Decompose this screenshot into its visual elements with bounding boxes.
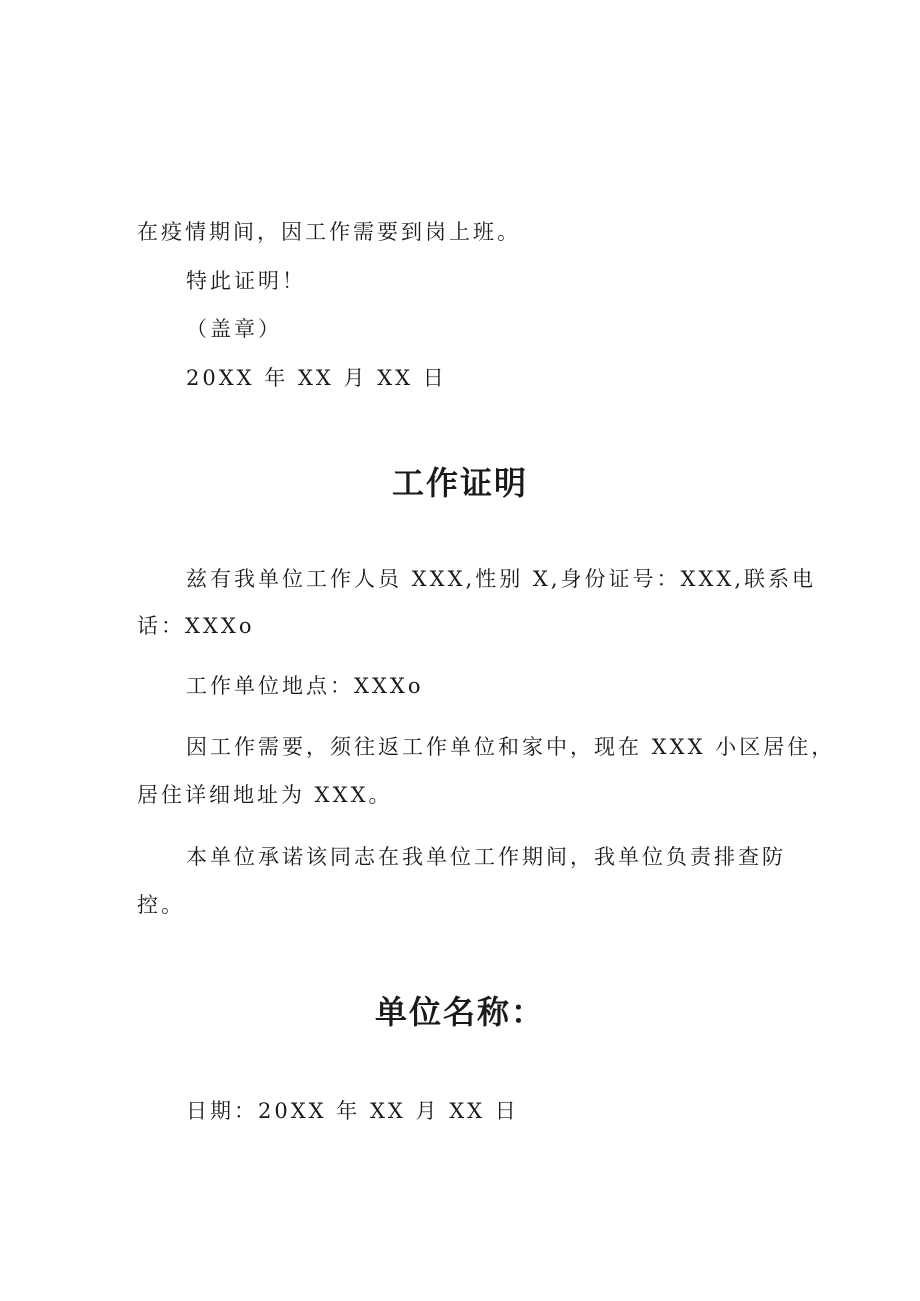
para3-line1: 因工作需要，须往返工作单位和家中，现在 XXX 小区居住， xyxy=(186,735,836,759)
text-line-seal: （盖章） xyxy=(186,317,282,341)
para4-line2: 控。 xyxy=(137,893,185,917)
text-line-date: 20XX 年 XX 月 XX 日 xyxy=(186,366,447,390)
para2-address: 工作单位地点：XXXo xyxy=(186,674,424,698)
para3-line2: 居住详细地址为 XXX。 xyxy=(137,783,393,807)
para4-line1: 本单位承诺该同志在我单位工作期间，我单位负责排查防 xyxy=(186,845,786,869)
para1-line2: 话：XXXo xyxy=(137,614,255,638)
footer-date: 日期：20XX 年 XX 月 XX 日 xyxy=(186,1099,519,1123)
unit-name-label: 单位名称： xyxy=(374,993,545,1031)
text-line-certify: 特此证明！ xyxy=(186,269,306,293)
certificate-title: 工作证明 xyxy=(391,464,528,502)
text-line-duty: 在疫情期间，因工作需要到岗上班。 xyxy=(137,220,521,244)
para1-line1: 兹有我单位工作人员 XXX,性别 X,身份证号：XXX,联系电 xyxy=(186,567,817,591)
